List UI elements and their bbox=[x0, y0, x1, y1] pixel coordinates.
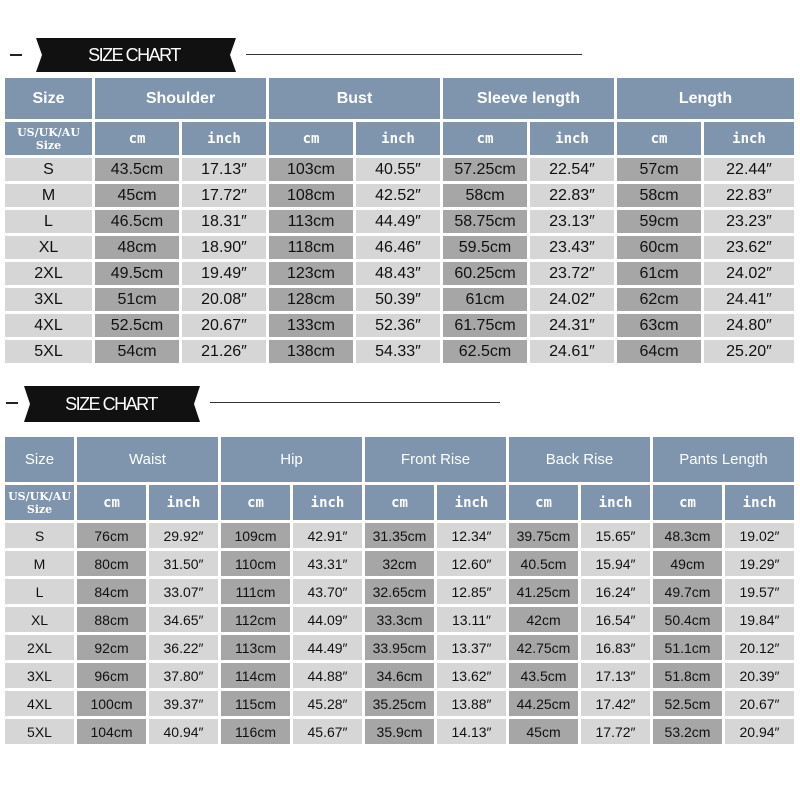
table-row bbox=[5, 288, 797, 314]
inch-value-cell: 23.43″ bbox=[530, 236, 617, 262]
table-row bbox=[5, 340, 797, 366]
cm-value-cell: 41.25cm bbox=[509, 579, 581, 607]
cm-value-cell: 133cm bbox=[269, 314, 356, 340]
inch-value-cell: 52.36″ bbox=[356, 314, 443, 340]
inch-value-cell: 36.22″ bbox=[149, 635, 221, 663]
inch-value-cell: 42.91″ bbox=[293, 523, 365, 551]
cm-value-cell: 138cm bbox=[269, 340, 356, 366]
cm-value-cell: 33.95cm bbox=[365, 635, 437, 663]
cm-value-cell: 76cm bbox=[77, 523, 149, 551]
cm-value-cell: 61.75cm bbox=[443, 314, 530, 340]
inch-value-cell: 43.70″ bbox=[293, 579, 365, 607]
size-cell: 3XL bbox=[5, 288, 95, 314]
unit-inch-header: inch bbox=[581, 485, 653, 523]
cm-value-cell: 50.4cm bbox=[653, 607, 725, 635]
region-label: US/UK/AU bbox=[17, 125, 80, 139]
unit-inch-header: inch bbox=[725, 485, 797, 523]
banner-dash bbox=[10, 54, 22, 56]
cm-value-cell: 60cm bbox=[617, 236, 704, 262]
size-cell: 2XL bbox=[5, 635, 77, 663]
inch-value-cell: 19.02″ bbox=[725, 523, 797, 551]
inch-value-cell: 19.49″ bbox=[182, 262, 269, 288]
unit-inch-header: inch bbox=[437, 485, 509, 523]
cm-value-cell: 113cm bbox=[221, 635, 293, 663]
table-row bbox=[5, 579, 797, 607]
inch-value-cell: 16.54″ bbox=[581, 607, 653, 635]
cm-value-cell: 61cm bbox=[617, 262, 704, 288]
inch-value-cell: 20.12″ bbox=[725, 635, 797, 663]
inch-value-cell: 40.94″ bbox=[149, 719, 221, 747]
cm-value-cell: 108cm bbox=[269, 184, 356, 210]
cm-value-cell: 39.75cm bbox=[509, 523, 581, 551]
inch-value-cell: 21.26″ bbox=[182, 340, 269, 366]
cm-value-cell: 51.1cm bbox=[653, 635, 725, 663]
waist-header: Waist bbox=[77, 437, 221, 485]
size-cell: S bbox=[5, 158, 95, 184]
inch-value-cell: 17.13″ bbox=[182, 158, 269, 184]
inch-value-cell: 12.60″ bbox=[437, 551, 509, 579]
inch-value-cell: 39.37″ bbox=[149, 691, 221, 719]
inch-value-cell: 24.02″ bbox=[530, 288, 617, 314]
bottom-size-table bbox=[5, 437, 797, 747]
cm-value-cell: 116cm bbox=[221, 719, 293, 747]
inch-value-cell: 17.72″ bbox=[182, 184, 269, 210]
inch-value-cell: 19.84″ bbox=[725, 607, 797, 635]
cm-value-cell: 53.2cm bbox=[653, 719, 725, 747]
inch-value-cell: 17.72″ bbox=[581, 719, 653, 747]
cm-value-cell: 48.3cm bbox=[653, 523, 725, 551]
cm-value-cell: 109cm bbox=[221, 523, 293, 551]
bust-header: Bust bbox=[269, 78, 443, 122]
table-row bbox=[5, 691, 797, 719]
cm-value-cell: 32.65cm bbox=[365, 579, 437, 607]
region-sub-label: Size bbox=[35, 138, 62, 152]
cm-value-cell: 92cm bbox=[77, 635, 149, 663]
unit-cm-header: cm bbox=[365, 485, 437, 523]
inch-value-cell: 24.41″ bbox=[704, 288, 797, 314]
cm-value-cell: 42.75cm bbox=[509, 635, 581, 663]
cm-value-cell: 84cm bbox=[77, 579, 149, 607]
table-row bbox=[5, 158, 797, 184]
inch-value-cell: 50.39″ bbox=[356, 288, 443, 314]
inch-value-cell: 23.23″ bbox=[704, 210, 797, 236]
cm-value-cell: 52.5cm bbox=[95, 314, 182, 340]
unit-inch-header: inch bbox=[704, 122, 797, 158]
inch-value-cell: 44.49″ bbox=[356, 210, 443, 236]
banner-rule bbox=[246, 54, 582, 55]
cm-value-cell: 58cm bbox=[443, 184, 530, 210]
inch-value-cell: 45.67″ bbox=[293, 719, 365, 747]
inch-value-cell: 23.13″ bbox=[530, 210, 617, 236]
length-header: Length bbox=[617, 78, 797, 122]
size-chart-banner-top bbox=[0, 38, 800, 72]
banner-title: SIZE CHART bbox=[88, 44, 180, 65]
size-cell: XL bbox=[5, 607, 77, 635]
shoulder-header: Shoulder bbox=[95, 78, 269, 122]
inch-value-cell: 42.52″ bbox=[356, 184, 443, 210]
table-row bbox=[5, 719, 797, 747]
inch-value-cell: 13.88″ bbox=[437, 691, 509, 719]
cm-value-cell: 57.25cm bbox=[443, 158, 530, 184]
inch-value-cell: 16.24″ bbox=[581, 579, 653, 607]
inch-value-cell: 17.13″ bbox=[581, 663, 653, 691]
cm-value-cell: 80cm bbox=[77, 551, 149, 579]
inch-value-cell: 25.20″ bbox=[704, 340, 797, 366]
cm-value-cell: 52.5cm bbox=[653, 691, 725, 719]
cm-value-cell: 100cm bbox=[77, 691, 149, 719]
inch-value-cell: 34.65″ bbox=[149, 607, 221, 635]
unit-cm-header: cm bbox=[221, 485, 293, 523]
cm-value-cell: 60.25cm bbox=[443, 262, 530, 288]
size-cell: 5XL bbox=[5, 719, 77, 747]
cm-value-cell: 33.3cm bbox=[365, 607, 437, 635]
table-row bbox=[5, 607, 797, 635]
inch-value-cell: 18.31″ bbox=[182, 210, 269, 236]
cm-value-cell: 62cm bbox=[617, 288, 704, 314]
unit-inch-header: inch bbox=[149, 485, 221, 523]
inch-value-cell: 31.50″ bbox=[149, 551, 221, 579]
inch-value-cell: 18.90″ bbox=[182, 236, 269, 262]
size-chart-banner-bottom bbox=[0, 386, 800, 420]
cm-value-cell: 59cm bbox=[617, 210, 704, 236]
inch-value-cell: 13.37″ bbox=[437, 635, 509, 663]
inch-value-cell: 40.55″ bbox=[356, 158, 443, 184]
cm-value-cell: 62.5cm bbox=[443, 340, 530, 366]
inch-value-cell: 19.29″ bbox=[725, 551, 797, 579]
cm-value-cell: 54cm bbox=[95, 340, 182, 366]
size-cell: 4XL bbox=[5, 314, 95, 340]
inch-value-cell: 23.72″ bbox=[530, 262, 617, 288]
size-cell: M bbox=[5, 551, 77, 579]
inch-value-cell: 22.44″ bbox=[704, 158, 797, 184]
top-table-body bbox=[5, 158, 797, 366]
banner-title: SIZE CHART bbox=[65, 393, 157, 414]
inch-value-cell: 24.61″ bbox=[530, 340, 617, 366]
inch-value-cell: 17.42″ bbox=[581, 691, 653, 719]
size-cell: XL bbox=[5, 236, 95, 262]
front-rise-header: Front Rise bbox=[365, 437, 509, 485]
cm-value-cell: 40.5cm bbox=[509, 551, 581, 579]
size-cell: M bbox=[5, 184, 95, 210]
cm-value-cell: 48cm bbox=[95, 236, 182, 262]
region-sub-label: Size bbox=[26, 502, 53, 516]
sleeve-length-header: Sleeve length bbox=[443, 78, 617, 122]
inch-value-cell: 54.33″ bbox=[356, 340, 443, 366]
cm-value-cell: 49cm bbox=[653, 551, 725, 579]
cm-value-cell: 43.5cm bbox=[95, 158, 182, 184]
cm-value-cell: 113cm bbox=[269, 210, 356, 236]
inch-value-cell: 45.28″ bbox=[293, 691, 365, 719]
region-label: US/UK/AU bbox=[8, 489, 71, 503]
cm-value-cell: 31.35cm bbox=[365, 523, 437, 551]
table-row bbox=[5, 184, 797, 210]
cm-value-cell: 114cm bbox=[221, 663, 293, 691]
unit-cm-header: cm bbox=[509, 485, 581, 523]
table-row bbox=[5, 635, 797, 663]
unit-inch-header: inch bbox=[530, 122, 617, 158]
unit-cm-header: cm bbox=[653, 485, 725, 523]
inch-value-cell: 24.80″ bbox=[704, 314, 797, 340]
cm-value-cell: 103cm bbox=[269, 158, 356, 184]
inch-value-cell: 24.31″ bbox=[530, 314, 617, 340]
table-row bbox=[5, 523, 797, 551]
table-row bbox=[5, 210, 797, 236]
cm-value-cell: 43.5cm bbox=[509, 663, 581, 691]
inch-value-cell: 13.11″ bbox=[437, 607, 509, 635]
size-cell: 2XL bbox=[5, 262, 95, 288]
table-row bbox=[5, 663, 797, 691]
inch-value-cell: 46.46″ bbox=[356, 236, 443, 262]
inch-value-cell: 19.57″ bbox=[725, 579, 797, 607]
unit-cm-header: cm bbox=[617, 122, 704, 158]
inch-value-cell: 23.62″ bbox=[704, 236, 797, 262]
cm-value-cell: 46.5cm bbox=[95, 210, 182, 236]
inch-value-cell: 14.13″ bbox=[437, 719, 509, 747]
bottom-table-body bbox=[5, 523, 797, 747]
inch-value-cell: 22.83″ bbox=[530, 184, 617, 210]
inch-value-cell: 44.09″ bbox=[293, 607, 365, 635]
table-row bbox=[5, 314, 797, 340]
inch-value-cell: 29.92″ bbox=[149, 523, 221, 551]
inch-value-cell: 22.54″ bbox=[530, 158, 617, 184]
cm-value-cell: 45cm bbox=[509, 719, 581, 747]
cm-value-cell: 128cm bbox=[269, 288, 356, 314]
unit-inch-header: inch bbox=[293, 485, 365, 523]
size-header: Size bbox=[5, 78, 95, 122]
inch-value-cell: 33.07″ bbox=[149, 579, 221, 607]
inch-value-cell: 37.80″ bbox=[149, 663, 221, 691]
cm-value-cell: 64cm bbox=[617, 340, 704, 366]
inch-value-cell: 20.67″ bbox=[182, 314, 269, 340]
cm-value-cell: 63cm bbox=[617, 314, 704, 340]
cm-value-cell: 45cm bbox=[95, 184, 182, 210]
size-cell: S bbox=[5, 523, 77, 551]
cm-value-cell: 51.8cm bbox=[653, 663, 725, 691]
cm-value-cell: 110cm bbox=[221, 551, 293, 579]
hip-header: Hip bbox=[221, 437, 365, 485]
inch-value-cell: 48.43″ bbox=[356, 262, 443, 288]
inch-value-cell: 15.65″ bbox=[581, 523, 653, 551]
inch-value-cell: 13.62″ bbox=[437, 663, 509, 691]
table-row bbox=[5, 236, 797, 262]
cm-value-cell: 51cm bbox=[95, 288, 182, 314]
unit-cm-header: cm bbox=[77, 485, 149, 523]
top-size-table bbox=[5, 78, 797, 366]
inch-value-cell: 20.67″ bbox=[725, 691, 797, 719]
inch-value-cell: 44.88″ bbox=[293, 663, 365, 691]
unit-inch-header: inch bbox=[356, 122, 443, 158]
size-header: Size bbox=[5, 437, 77, 485]
cm-value-cell: 44.25cm bbox=[509, 691, 581, 719]
cm-value-cell: 32cm bbox=[365, 551, 437, 579]
table-row bbox=[5, 262, 797, 288]
unit-cm-header: cm bbox=[95, 122, 182, 158]
table-row bbox=[5, 551, 797, 579]
inch-value-cell: 20.94″ bbox=[725, 719, 797, 747]
size-cell: 5XL bbox=[5, 340, 95, 366]
cm-value-cell: 112cm bbox=[221, 607, 293, 635]
cm-value-cell: 118cm bbox=[269, 236, 356, 262]
inch-value-cell: 44.49″ bbox=[293, 635, 365, 663]
unit-cm-header: cm bbox=[269, 122, 356, 158]
size-cell: 3XL bbox=[5, 663, 77, 691]
inch-value-cell: 16.83″ bbox=[581, 635, 653, 663]
cm-value-cell: 59.5cm bbox=[443, 236, 530, 262]
banner-dash bbox=[6, 402, 18, 404]
cm-value-cell: 58.75cm bbox=[443, 210, 530, 236]
size-cell: 4XL bbox=[5, 691, 77, 719]
cm-value-cell: 57cm bbox=[617, 158, 704, 184]
cm-value-cell: 111cm bbox=[221, 579, 293, 607]
inch-value-cell: 24.02″ bbox=[704, 262, 797, 288]
region-size-header bbox=[5, 122, 95, 158]
cm-value-cell: 35.25cm bbox=[365, 691, 437, 719]
inch-value-cell: 12.34″ bbox=[437, 523, 509, 551]
size-cell: L bbox=[5, 210, 95, 236]
cm-value-cell: 42cm bbox=[509, 607, 581, 635]
cm-value-cell: 34.6cm bbox=[365, 663, 437, 691]
inch-value-cell: 12.85″ bbox=[437, 579, 509, 607]
cm-value-cell: 35.9cm bbox=[365, 719, 437, 747]
region-size-header bbox=[5, 485, 77, 523]
banner-rule bbox=[210, 402, 500, 403]
cm-value-cell: 49.7cm bbox=[653, 579, 725, 607]
cm-value-cell: 61cm bbox=[443, 288, 530, 314]
cm-value-cell: 58cm bbox=[617, 184, 704, 210]
back-rise-header: Back Rise bbox=[509, 437, 653, 485]
cm-value-cell: 49.5cm bbox=[95, 262, 182, 288]
pants-length-header: Pants Length bbox=[653, 437, 797, 485]
cm-value-cell: 96cm bbox=[77, 663, 149, 691]
inch-value-cell: 43.31″ bbox=[293, 551, 365, 579]
inch-value-cell: 20.39″ bbox=[725, 663, 797, 691]
cm-value-cell: 115cm bbox=[221, 691, 293, 719]
cm-value-cell: 88cm bbox=[77, 607, 149, 635]
inch-value-cell: 15.94″ bbox=[581, 551, 653, 579]
inch-value-cell: 22.83″ bbox=[704, 184, 797, 210]
size-cell: L bbox=[5, 579, 77, 607]
cm-value-cell: 104cm bbox=[77, 719, 149, 747]
inch-value-cell: 20.08″ bbox=[182, 288, 269, 314]
unit-cm-header: cm bbox=[443, 122, 530, 158]
cm-value-cell: 123cm bbox=[269, 262, 356, 288]
unit-inch-header: inch bbox=[182, 122, 269, 158]
